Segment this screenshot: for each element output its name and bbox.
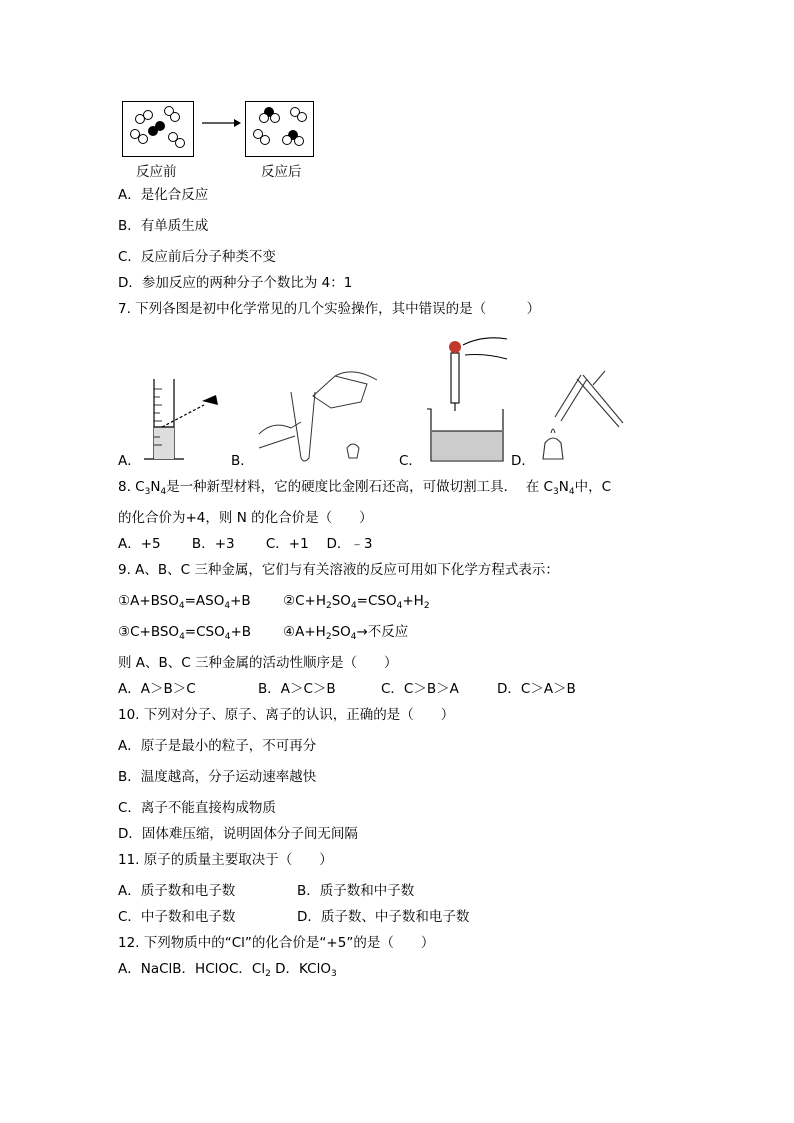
heating-test-tube-image (533, 365, 628, 465)
q7-label-a: A． (118, 453, 141, 469)
q7-label-c: C． (399, 453, 422, 469)
q11-option-d: D．质子数、中子数和电子数 (297, 909, 470, 925)
q10-option-d: D．固体难压缩，说明固体分子间无间隔 (118, 826, 358, 842)
q9-stem: 9. A、B、C 三种金属，它们与有关溶液的反应可用如下化学方程式表示： (118, 562, 559, 578)
q9-option-d: D．C＞A＞B (497, 681, 576, 697)
q6-option-a: A．是化合反应 (118, 187, 209, 203)
dropper-beaker-image (423, 333, 513, 465)
q6-option-b: B．有单质生成 (118, 218, 209, 234)
q6-option-d: D．参加反应的两种分子个数比为 4：1 (118, 275, 353, 291)
q9-option-c: C．C＞B＞A (381, 681, 459, 697)
reaction-arrow (202, 118, 242, 128)
q11-option-b: B．质子数和中子数 (297, 883, 415, 899)
q9-equation-2: $②C+H_2SO_4=CSO_4+H_2$ (283, 593, 430, 611)
q7-label-d: D． (511, 453, 535, 469)
q11-option-a: A．质子数和电子数 (118, 883, 236, 899)
graduated-cylinder-image (140, 375, 225, 465)
q9-equation-3: $③C+BSO_4=CSO_4+B$ (118, 624, 252, 642)
q8-stem: 8. $C_3N_4$是一种新型材料，它的硬度比金刚石还高，可做切割工具． 在 $C_3N_4$中，C (118, 479, 612, 497)
q6-option-c: C．反应前后分子种类不变 (118, 249, 276, 265)
q10-option-c: C．离子不能直接构成物质 (118, 800, 276, 816)
q10-option-a: A．原子是最小的粒子，不可再分 (118, 738, 317, 754)
pouring-liquid-image (257, 362, 387, 464)
q12-stem: 12. 下列物质中的“Cl”的化合价是“+5”的是（ ） (118, 935, 435, 951)
q10-option-b: B．温度越高，分子运动速率越快 (118, 769, 317, 785)
q9-question: 则 A、B、C 三种金属的活动性顺序是（ ） (118, 655, 398, 671)
q10-stem: 10. 下列对分子、原子、离子的认识，正确的是（ ） (118, 707, 455, 723)
after-reaction-molecules (245, 101, 315, 157)
q9-equation-4: $④A+H_2SO_4\to$不反应 (283, 624, 409, 642)
q11-option-c: C．中子数和电子数 (118, 909, 236, 925)
q9-option-b: B．A＞C＞B (258, 681, 336, 697)
before-caption: 反应前 (136, 164, 177, 180)
q11-stem: 11. 原子的质量主要取决于（ ） (118, 852, 333, 868)
q12-options: A．NaClB．HClOC．$Cl_2$ D．KClO$_3$ (118, 961, 337, 979)
after-caption: 反应后 (261, 164, 302, 180)
q8-stem-line2: 的化合价为+4，则 N 的化合价是（ ） (118, 510, 373, 526)
q7-stem: 7. 下列各图是初中化学常见的几个实验操作，其中错误的是（ ） (118, 301, 541, 317)
before-reaction-molecules (122, 101, 194, 157)
q8-options: A．+5 B．+3 C．+1 D．﹣3 (118, 536, 373, 552)
q9-equation-1: $①A+BSO_4=ASO_4+B$ (118, 593, 251, 611)
q7-label-b: B． (231, 453, 254, 469)
q9-option-a: A．A＞B＞C (118, 681, 196, 697)
